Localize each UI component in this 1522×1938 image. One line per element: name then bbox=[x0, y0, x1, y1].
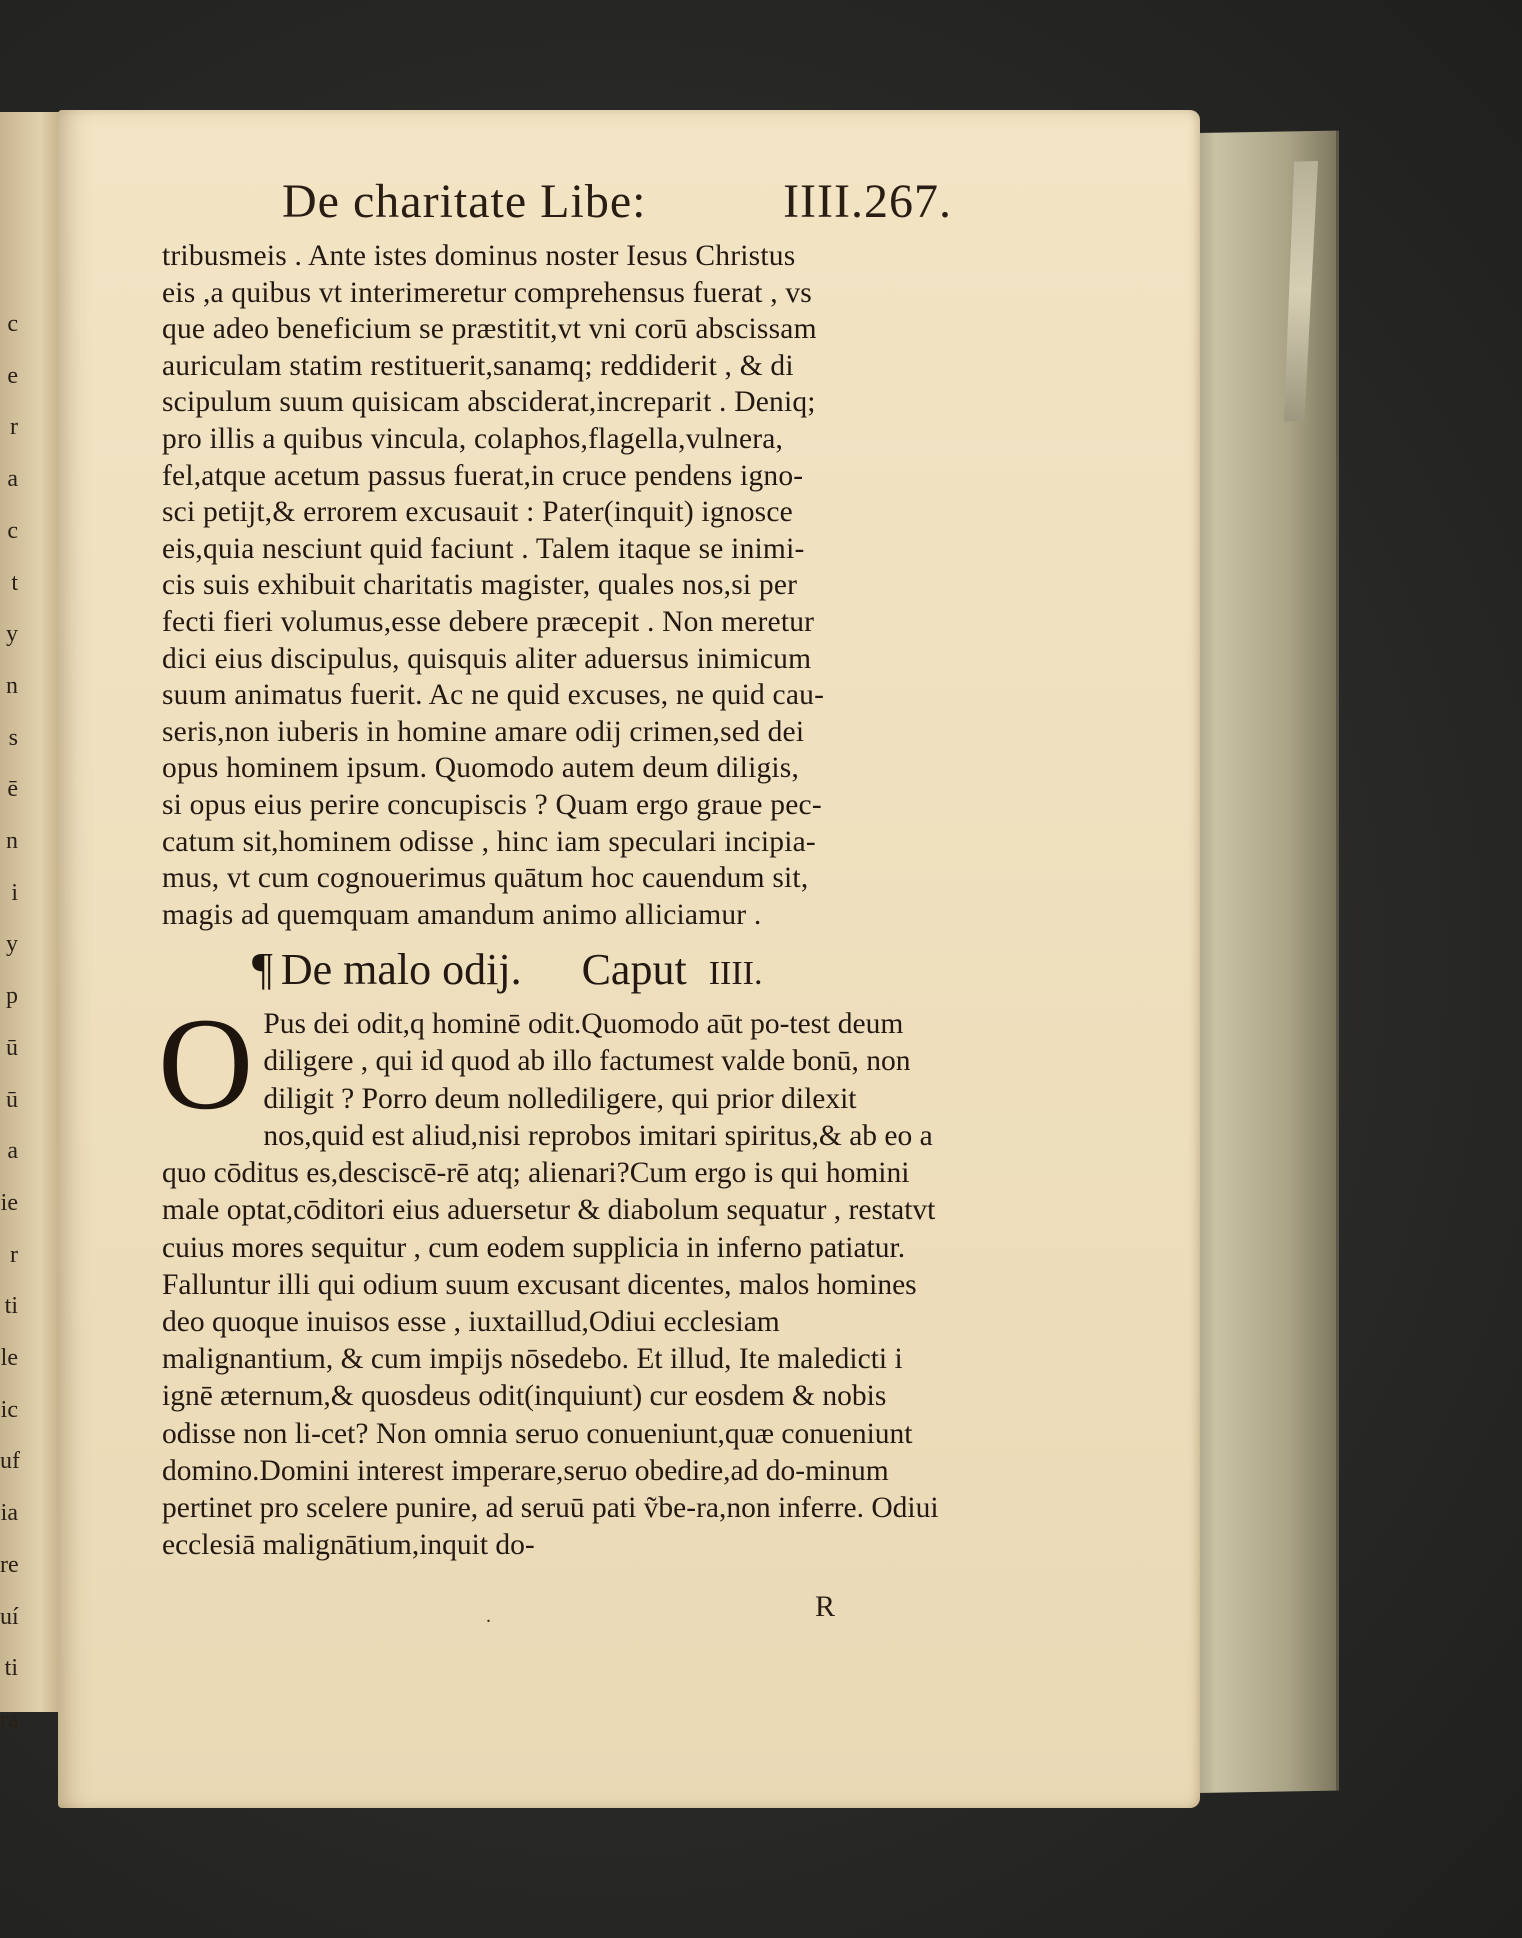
text-line: diligere, qui prior dilexit nos,quid est aliud,nisi repro bbox=[263, 1082, 857, 1152]
facing-page-letter: ē bbox=[7, 776, 18, 803]
folio-number: IIII.267. bbox=[783, 175, 952, 228]
facing-page-letter: t bbox=[11, 569, 18, 596]
text-line: vt cuius mores sequitur , cum eodem supplicia in infer bbox=[162, 1194, 936, 1264]
facing-page-letter: ū bbox=[6, 1034, 18, 1061]
pilcrow-icon: ¶ bbox=[252, 943, 273, 995]
caput-number: IIII. bbox=[708, 955, 763, 993]
facing-page-letter: uí bbox=[0, 1603, 19, 1630]
text-line: tribusmeis . Ante istes dominus noster Iesus Christus bbox=[162, 240, 796, 272]
facing-page-letter: a bbox=[7, 466, 18, 493]
text-line: rē atq; alienari?Cum ergo is qui homini male optat,cō bbox=[162, 1157, 910, 1227]
text-line: magis ad quemquam amandum animo alliciamur . bbox=[162, 898, 762, 931]
text-line: mino.Domini interest imperare,seruo obedire,ad do- bbox=[191, 1454, 806, 1487]
text-line: si opus eius perire concupiscis ? Quam ergo graue pec- bbox=[162, 788, 822, 821]
text-line: est valde bonū, non diligit ? Porro deum nolle bbox=[263, 1045, 911, 1115]
text-line: illud,Odiui ecclesiam malignantium, & cum impijs nō bbox=[162, 1305, 780, 1376]
facing-page-letter: re bbox=[0, 1551, 19, 1578]
text-line: dici eius discipulus, quisquis aliter aduersus inimicum bbox=[162, 642, 812, 675]
text-line: opus hominem ipsum. Quomodo autem deum diligis, bbox=[162, 752, 800, 785]
running-head bbox=[282, 170, 952, 234]
running-head-title: De charitate Libe: bbox=[282, 175, 647, 228]
facing-page-letter: y bbox=[6, 931, 18, 958]
facing-page-letter: ia bbox=[0, 1500, 18, 1527]
facing-page-letter: ie bbox=[0, 1189, 18, 1216]
facing-page-letter: ti bbox=[4, 1655, 18, 1682]
facing-page-edge-letters bbox=[0, 312, 18, 1732]
facing-page-letter: s bbox=[8, 724, 18, 751]
text-line: fecti fieri volumus,esse debere præcepit . Non meretur bbox=[162, 605, 815, 638]
text-line: pro illis a quibus vincula, colaphos,flagella,vulnera, bbox=[162, 422, 784, 455]
cover-flap bbox=[1284, 161, 1318, 422]
facing-page-letter: c bbox=[7, 311, 18, 337]
facing-page-letter: y bbox=[6, 621, 18, 648]
facing-page-letter: le bbox=[0, 1345, 18, 1372]
text-line: sedebo. Et illud, Ite maledicti i ignē æternum,& quos bbox=[162, 1343, 903, 1413]
text-line: fel,atque acetum passus fuerat,in cruce pendens igno- bbox=[162, 459, 804, 492]
text-line: ditori eius aduersetur & diabolum sequatur , restat bbox=[320, 1194, 913, 1227]
text-line: cis suis exhibuit charitatis magister, quales nos,si per bbox=[162, 569, 798, 602]
text-line: no patiatur. Falluntur illi qui odium suum excusant di bbox=[162, 1231, 906, 1301]
text-line: mus, vt cum cognouerimus quātum hoc cauendum sit, bbox=[162, 862, 809, 895]
text-line: scipulum suum quisicam absciderat,increparit . Deniq; bbox=[162, 386, 816, 419]
book-cover-edge bbox=[1176, 131, 1339, 1794]
text-line: sci petijt,& errorem excusauit : Pater(inquit) ignosce bbox=[162, 496, 793, 529]
facing-page-letter: ic bbox=[0, 1396, 18, 1423]
text-line: eis,quia nesciunt quid faciunt . Talem itaque se inimi- bbox=[162, 532, 805, 565]
text-line: deus odit(inquiunt) cur eosdem & nobis odisse non li- bbox=[162, 1380, 887, 1450]
stray-mark: . bbox=[486, 1605, 491, 1627]
caput-label: Caput bbox=[581, 945, 687, 995]
text-line: centes, malos homines deo quoque inuisos esse , iuxta bbox=[162, 1268, 917, 1338]
chapter-title: De malo odij. bbox=[280, 945, 522, 995]
facing-page-letter: a bbox=[7, 1138, 18, 1165]
text-line: seris,non iuberis in homine amare odij crimen,sed dei bbox=[162, 715, 805, 748]
text-line: bos imitari spiritus,& ab eo a quo cōditus es,desciscē- bbox=[162, 1119, 933, 1190]
text-line: catum sit,hominem odisse , hinc iam speculari incipia- bbox=[162, 825, 816, 858]
text-line: que adeo beneficium se præstitit,vt vni corū abscissam bbox=[162, 313, 817, 346]
text-line: auriculam statim restituerit,sanamq; reddiderit , & di bbox=[162, 349, 794, 382]
facing-page-letter: e bbox=[7, 362, 18, 389]
facing-page-letter: n bbox=[6, 828, 18, 855]
facing-page-letter: c bbox=[7, 517, 18, 544]
chapter-lines bbox=[162, 1006, 952, 1564]
text-line: test deum diligere , qui id quod ab illo factum bbox=[263, 1008, 904, 1078]
chapter-text bbox=[158, 990, 952, 1564]
facing-page-letter: ū bbox=[6, 1086, 18, 1113]
facing-page-letter: i bbox=[11, 879, 18, 906]
facing-page-letter: uf bbox=[0, 1448, 20, 1475]
chapter-heading bbox=[252, 939, 952, 1004]
passage-text bbox=[162, 238, 952, 933]
text-line: eis ,a quibus vt interimeretur comprehensus fuerat , vs bbox=[162, 276, 812, 309]
page-content bbox=[158, 170, 952, 1564]
text-line: minum pertinet pro scelere punire, ad seruū pati ṽbe- bbox=[162, 1454, 889, 1524]
signature-mark: R bbox=[815, 1590, 836, 1623]
facing-page-letter: ra bbox=[0, 1706, 19, 1733]
text-line: suum animatus fuerit. Ac ne quid excuses, ne quid cau- bbox=[162, 679, 825, 712]
text-line: ra,non inferre. Odiui ecclesiā malignātium,inquit do- bbox=[162, 1491, 939, 1562]
facing-page-letter: n bbox=[6, 672, 18, 699]
text-line: Pus dei odit,q hominē odit.Quomodo aūt po- bbox=[263, 1008, 790, 1041]
facing-page-letter: r bbox=[10, 1241, 18, 1268]
facing-page-letter: ti bbox=[4, 1293, 18, 1320]
facing-page-letter: p bbox=[6, 983, 18, 1010]
facing-page-letter: r bbox=[10, 414, 18, 441]
text-line: cet? Non omnia seruo conueniunt,quæ conueniunt do bbox=[162, 1417, 913, 1487]
drop-capital: O bbox=[158, 990, 254, 1138]
